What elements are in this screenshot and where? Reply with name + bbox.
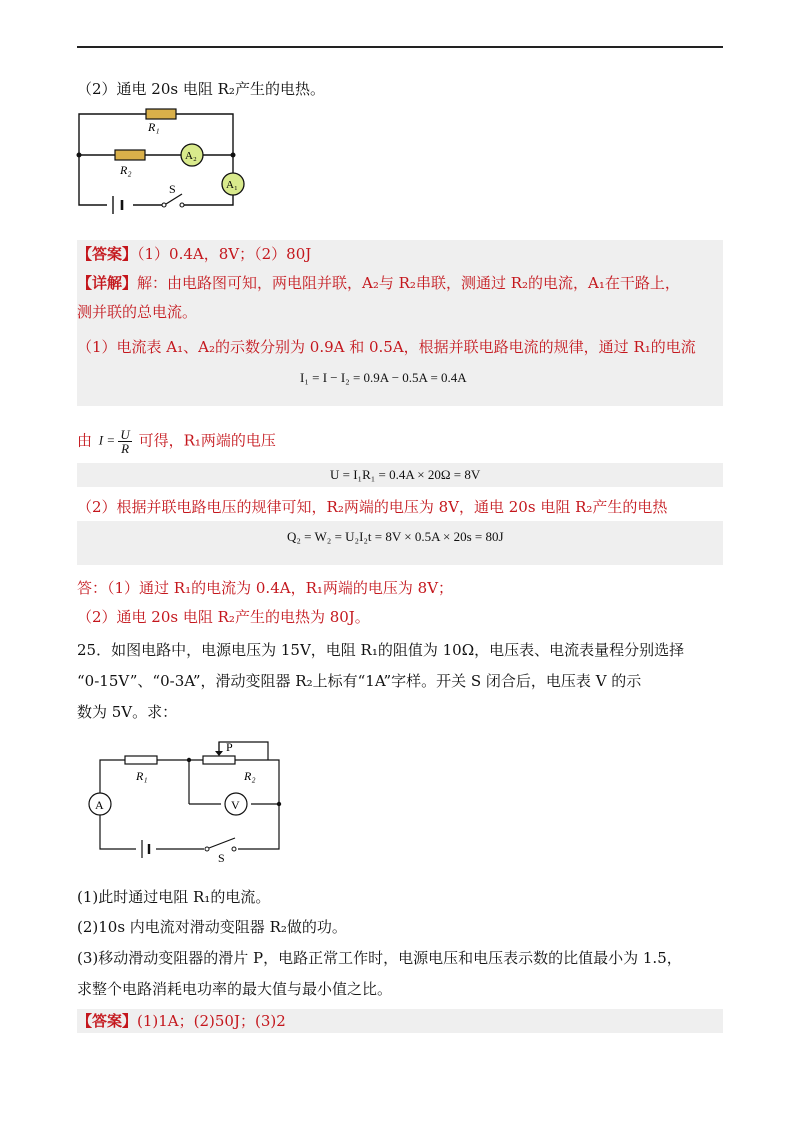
fraction-numerator: U bbox=[120, 427, 130, 442]
q25-line1: 25．如图电路中，电源电压为 15V，电阻 R₁的阻值为 10Ω，电压表、电流表量程分别选择 bbox=[77, 641, 685, 659]
label-p: P bbox=[226, 740, 233, 754]
q25-sub2: (2)10s 内电流对滑动变阻器 R₂做的功。 bbox=[77, 918, 347, 936]
label-r2: R₂ bbox=[120, 163, 132, 177]
resistor-r2 bbox=[115, 150, 145, 160]
header-rule bbox=[77, 46, 723, 48]
ohm-law-line: 由 I = $\frac{U}{R}$ 可得，R₁两端的电压 bbox=[77, 427, 276, 456]
label-a: A bbox=[95, 798, 104, 812]
label-s: S bbox=[169, 182, 176, 196]
q24-step2: （2）根据并联电路电压的规律可知，R₂两端的电压为 8V，通电 20s 电阻 R₂产生的电热 bbox=[77, 498, 668, 516]
q24-detail-line1: 【详解】解：由电路图可知，两电阻并联，A₂与 R₂串联，测通过 R₂的电流，A₁在干路上， bbox=[77, 274, 680, 292]
label-a2: A₂ bbox=[185, 150, 197, 162]
q25-line2: “0-15V”、“0-3A”，滑动变阻器 R₂上标有“1A”字样。开关 S 闭合后，电压表 V 的示 bbox=[77, 672, 642, 690]
slider-p-arrow bbox=[215, 751, 223, 756]
circuit-diagram-2 bbox=[86, 734, 296, 866]
fraction-denominator: R bbox=[121, 441, 130, 456]
circuit-diagram-1 bbox=[70, 100, 250, 218]
q24-part2-question: （2）通电 20s 电阻 R₂产生的电热。 bbox=[77, 80, 325, 98]
q24-answer: 【答案】（1）0.4A，8V；（2）80J bbox=[77, 245, 312, 263]
q25-sub1: (1)此时通过电阻 R₁的电流。 bbox=[77, 888, 271, 906]
equation-2: U = I₁R₁ = 0.4A × 20Ω = 8V bbox=[330, 467, 481, 482]
label-r2: R₂ bbox=[244, 769, 256, 783]
resistor-r1 bbox=[125, 756, 157, 764]
q25-line3: 数为 5V。求： bbox=[77, 703, 178, 721]
q25-answer: 【答案】(1)1A；(2)50J；(3)2 bbox=[77, 1012, 286, 1030]
label-s: S bbox=[218, 851, 225, 865]
rheostat-r2 bbox=[203, 756, 235, 764]
q25-sub3b: 求整个电路消耗电功率的最大值与最小值之比。 bbox=[77, 980, 393, 998]
equation-1: I₁ = I − I₂ = 0.9A − 0.5A = 0.4A bbox=[300, 370, 467, 385]
q25-sub3a: (3)移动滑动变阻器的滑片 P，电路正常工作时，电源电压和电压表示数的比值最小为 1.5， bbox=[77, 949, 682, 967]
label-r1: R₁ bbox=[148, 120, 160, 134]
resistor-r1 bbox=[146, 109, 176, 119]
q24-conclusion1: 答：（1）通过 R₁的电流为 0.4A，R₁两端的电压为 8V； bbox=[77, 579, 454, 597]
equation-3: Q₂ = W₂ = U₂I₂t = 8V × 0.5A × 20s = 80J bbox=[287, 529, 504, 544]
q24-detail-line2: 测并联的总电流。 bbox=[77, 303, 198, 321]
label-r1: R₁ bbox=[136, 769, 148, 783]
q24-step1: （1）电流表 A₁、A₂的示数分别为 0.9A 和 0.5A，根据并联电路电流的规律，通过 R₁的电流 bbox=[77, 338, 696, 356]
q24-conclusion2: （2）通电 20s 电阻 R₂产生的电热为 80J。 bbox=[77, 608, 370, 626]
label-a1: A₁ bbox=[226, 179, 238, 191]
label-v: V bbox=[231, 798, 240, 812]
